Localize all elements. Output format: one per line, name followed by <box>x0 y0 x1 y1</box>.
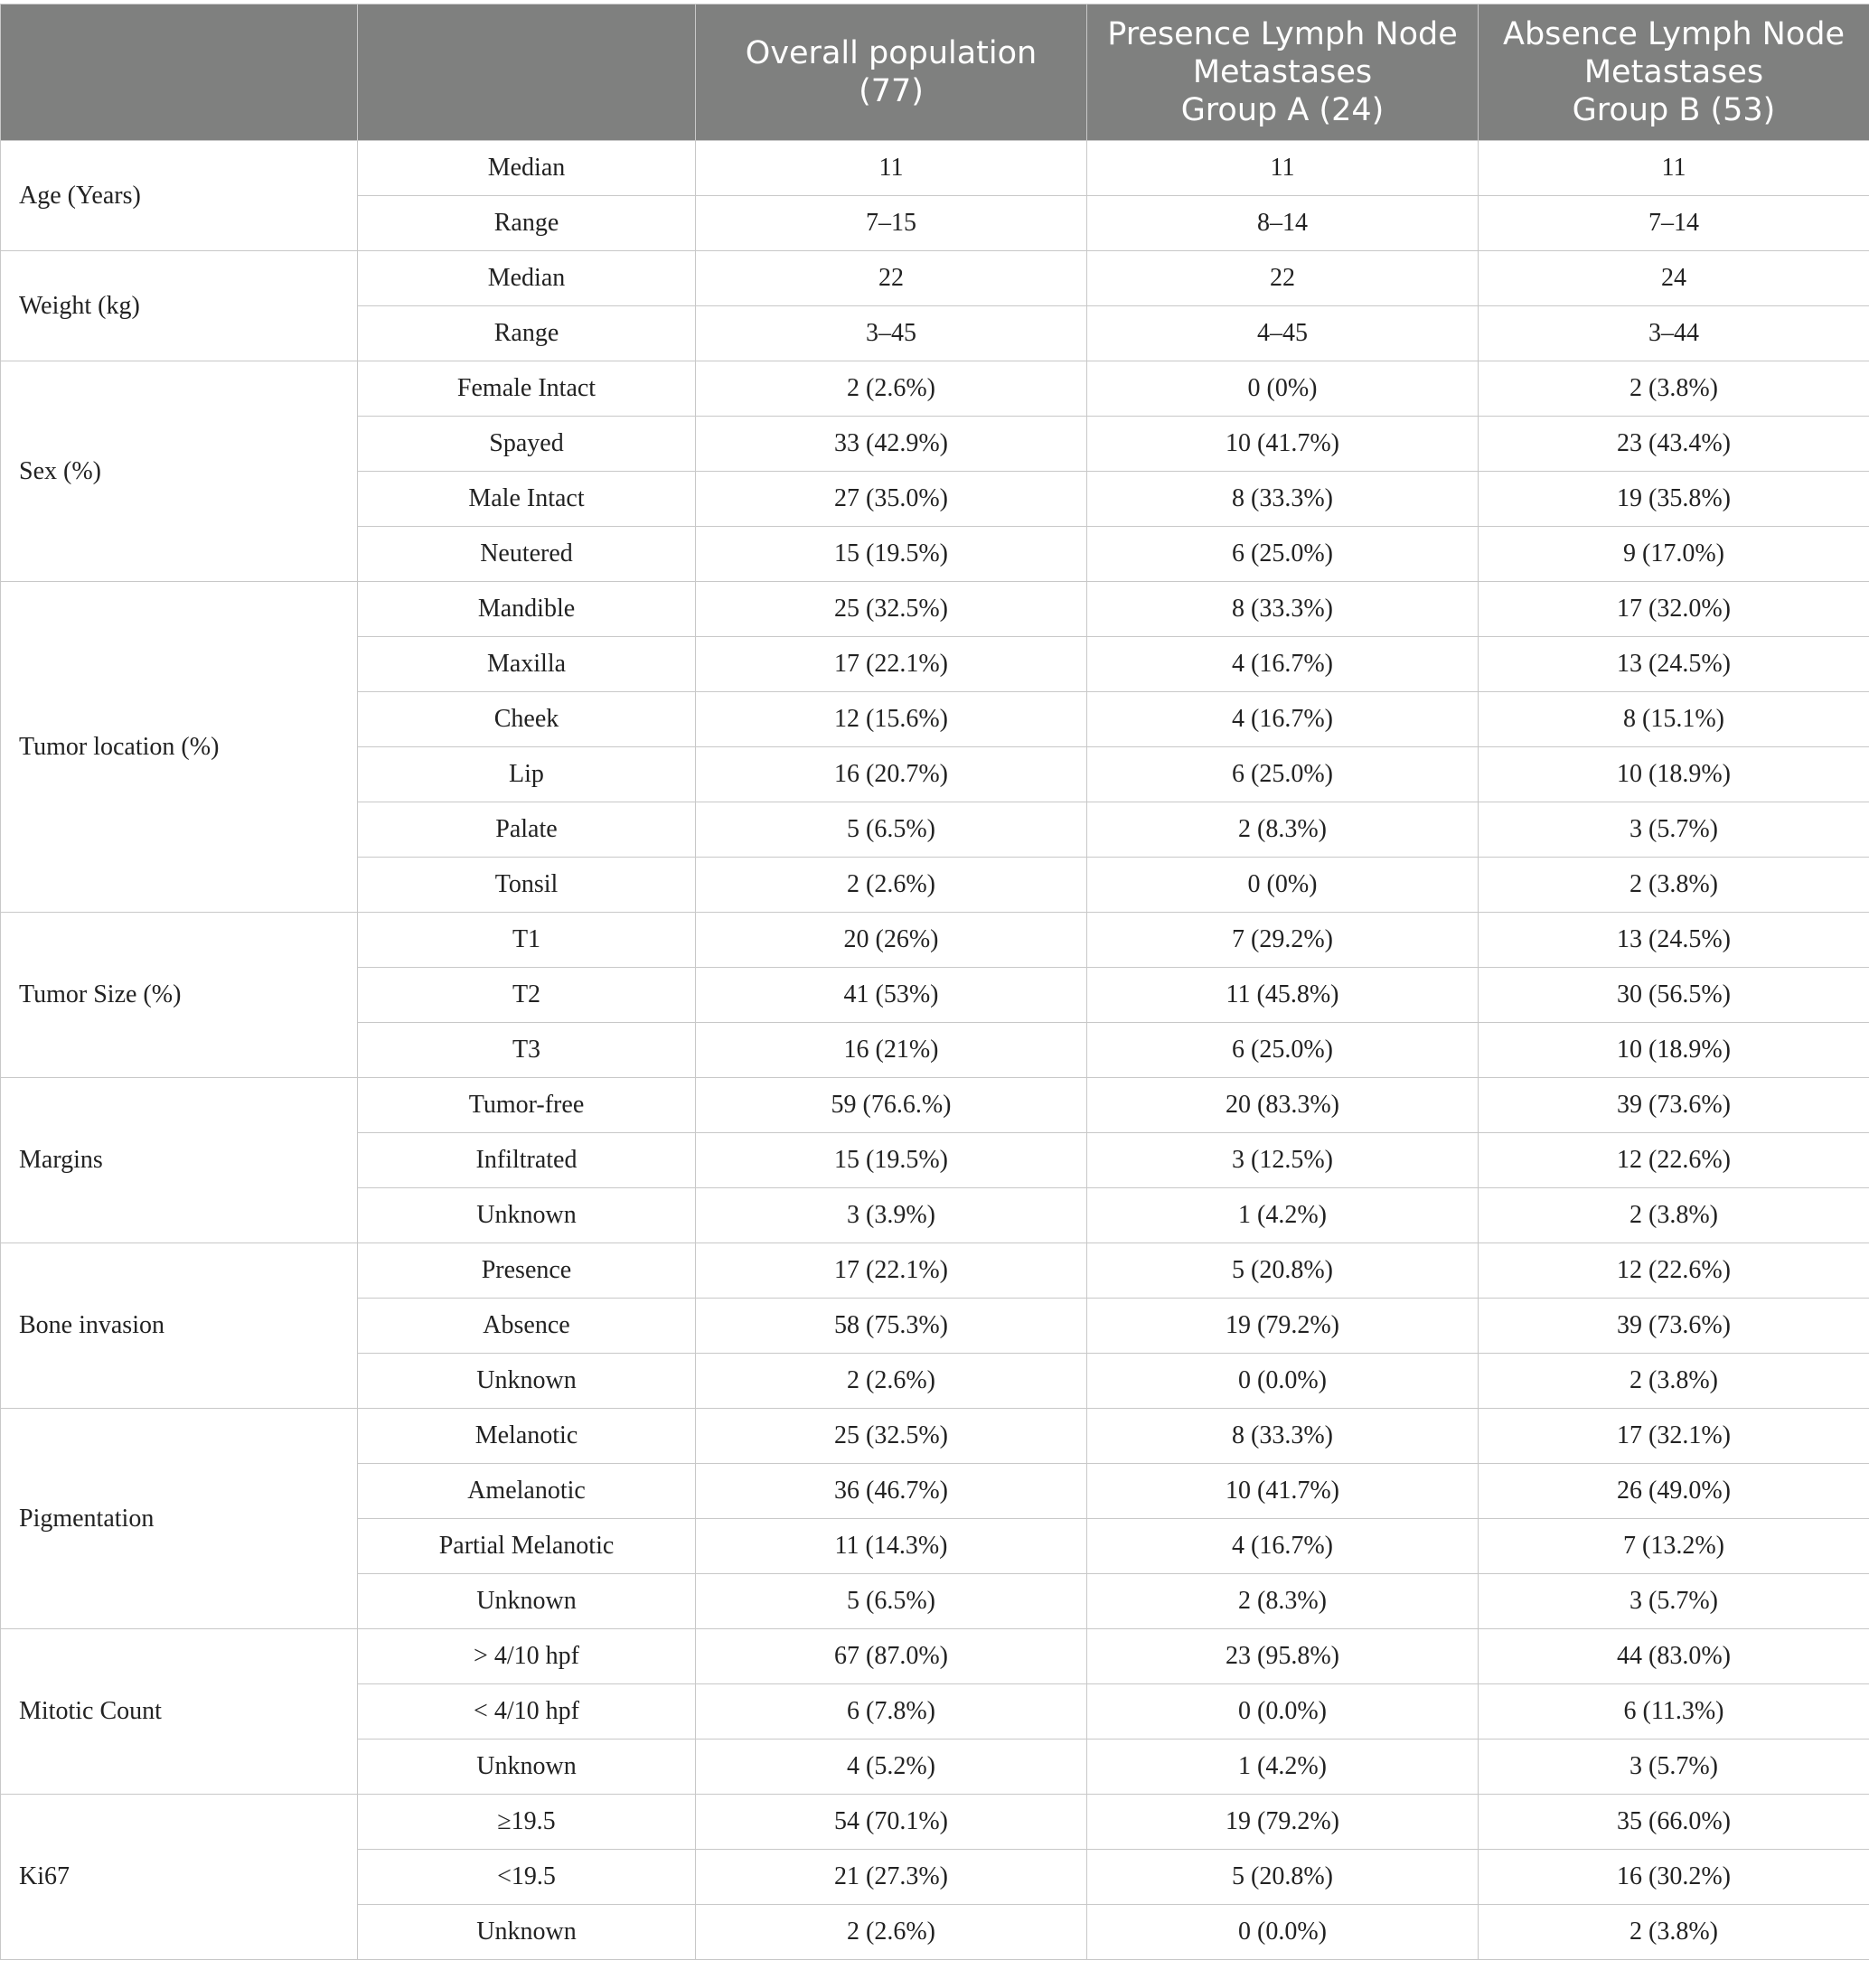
overall-value-cell: 3 (3.9%) <box>696 1188 1087 1243</box>
overall-value-cell: 58 (75.3%) <box>696 1299 1087 1354</box>
column-header-line: Metastases <box>1583 54 1764 90</box>
subcategory-cell: Unknown <box>358 1740 696 1795</box>
overall-value-cell: 6 (7.8%) <box>696 1684 1087 1740</box>
overall-value-cell: 59 (76.6.%) <box>696 1078 1087 1133</box>
overall-value-cell: 16 (21%) <box>696 1023 1087 1078</box>
group-b-value-cell: 2 (3.8%) <box>1479 858 1869 913</box>
group-name-cell: Bone invasion <box>1 1243 358 1409</box>
group-b-value-cell: 17 (32.1%) <box>1479 1409 1869 1464</box>
group-b-value-cell: 23 (43.4%) <box>1479 417 1869 472</box>
group-b-value-cell: 12 (22.6%) <box>1479 1243 1869 1299</box>
group-a-value-cell: 4 (16.7%) <box>1087 637 1479 692</box>
group-a-value-cell: 6 (25.0%) <box>1087 527 1479 582</box>
subcategory-cell: Mandible <box>358 582 696 637</box>
group-b-value-cell: 3 (5.7%) <box>1479 1574 1869 1629</box>
column-header-line: Metastases <box>1192 54 1373 90</box>
group-b-value-cell: 2 (3.8%) <box>1479 1188 1869 1243</box>
group-b-value-cell: 3 (5.7%) <box>1479 1740 1869 1795</box>
group-a-value-cell: 10 (41.7%) <box>1087 417 1479 472</box>
group-a-value-cell: 1 (4.2%) <box>1087 1740 1479 1795</box>
overall-value-cell: 15 (19.5%) <box>696 527 1087 582</box>
group-b-value-cell: 2 (3.8%) <box>1479 361 1869 417</box>
column-header-3 <box>1087 5 1479 141</box>
table-header <box>1 5 1869 141</box>
group-name-cell: Mitotic Count <box>1 1629 358 1795</box>
group-a-value-cell: 5 (20.8%) <box>1087 1850 1479 1905</box>
table-row <box>1 361 1869 417</box>
column-header-4 <box>1479 5 1869 141</box>
group-b-value-cell: 10 (18.9%) <box>1479 1023 1869 1078</box>
group-b-value-cell: 19 (35.8%) <box>1479 472 1869 527</box>
overall-value-cell: 20 (26%) <box>696 913 1087 968</box>
subcategory-cell: Maxilla <box>358 637 696 692</box>
overall-value-cell: 11 (14.3%) <box>696 1519 1087 1574</box>
subcategory-cell: Cheek <box>358 692 696 747</box>
overall-value-cell: 27 (35.0%) <box>696 472 1087 527</box>
subcategory-cell: Partial Melanotic <box>358 1519 696 1574</box>
table-row <box>1 913 1869 968</box>
group-a-value-cell: 19 (79.2%) <box>1087 1299 1479 1354</box>
group-a-value-cell: 0 (0%) <box>1087 858 1479 913</box>
column-header-line: Absence Lymph Node <box>1503 16 1845 52</box>
header-row <box>1 5 1869 141</box>
overall-value-cell: 17 (22.1%) <box>696 637 1087 692</box>
group-a-value-cell: 3 (12.5%) <box>1087 1133 1479 1188</box>
table-row <box>1 1078 1869 1133</box>
overall-value-cell: 5 (6.5%) <box>696 802 1087 858</box>
subcategory-cell: Infiltrated <box>358 1133 696 1188</box>
subcategory-cell: > 4/10 hpf <box>358 1629 696 1684</box>
subcategory-cell: Absence <box>358 1299 696 1354</box>
subcategory-cell: T1 <box>358 913 696 968</box>
column-header-line: Group A (24) <box>1180 92 1385 128</box>
subcategory-cell: Male Intact <box>358 472 696 527</box>
group-b-value-cell: 12 (22.6%) <box>1479 1133 1869 1188</box>
group-name-cell: Pigmentation <box>1 1409 358 1629</box>
group-b-value-cell: 10 (18.9%) <box>1479 747 1869 802</box>
group-a-value-cell: 22 <box>1087 251 1479 306</box>
group-b-value-cell: 30 (56.5%) <box>1479 968 1869 1023</box>
group-name-cell: Age (Years) <box>1 141 358 251</box>
group-a-value-cell: 10 (41.7%) <box>1087 1464 1479 1519</box>
table-row <box>1 1629 1869 1684</box>
subcategory-cell: T2 <box>358 968 696 1023</box>
subcategory-cell: Spayed <box>358 417 696 472</box>
subcategory-cell: Unknown <box>358 1574 696 1629</box>
group-a-value-cell: 2 (8.3%) <box>1087 1574 1479 1629</box>
group-b-value-cell: 16 (30.2%) <box>1479 1850 1869 1905</box>
overall-value-cell: 2 (2.6%) <box>696 1354 1087 1409</box>
group-a-value-cell: 4 (16.7%) <box>1087 1519 1479 1574</box>
overall-value-cell: 11 <box>696 141 1087 196</box>
group-a-value-cell: 0 (0%) <box>1087 361 1479 417</box>
group-a-value-cell: 6 (25.0%) <box>1087 747 1479 802</box>
subcategory-cell: Unknown <box>358 1905 696 1960</box>
group-a-value-cell: 8 (33.3%) <box>1087 582 1479 637</box>
subcategory-cell: Unknown <box>358 1354 696 1409</box>
column-header-1 <box>358 5 696 141</box>
table-row <box>1 1409 1869 1464</box>
subcategory-cell: T3 <box>358 1023 696 1078</box>
overall-value-cell: 67 (87.0%) <box>696 1629 1087 1684</box>
group-a-value-cell: 23 (95.8%) <box>1087 1629 1479 1684</box>
group-a-value-cell: 7 (29.2%) <box>1087 913 1479 968</box>
overall-value-cell: 54 (70.1%) <box>696 1795 1087 1850</box>
group-b-value-cell: 39 (73.6%) <box>1479 1078 1869 1133</box>
overall-value-cell: 2 (2.6%) <box>696 1905 1087 1960</box>
group-b-value-cell: 13 (24.5%) <box>1479 913 1869 968</box>
group-b-value-cell: 17 (32.0%) <box>1479 582 1869 637</box>
overall-value-cell: 3–45 <box>696 306 1087 361</box>
table-body <box>1 141 1869 1960</box>
group-b-value-cell: 44 (83.0%) <box>1479 1629 1869 1684</box>
subcategory-cell: Range <box>358 306 696 361</box>
group-a-value-cell: 0 (0.0%) <box>1087 1354 1479 1409</box>
subcategory-cell: Median <box>358 251 696 306</box>
overall-value-cell: 2 (2.6%) <box>696 361 1087 417</box>
group-b-value-cell: 11 <box>1479 141 1869 196</box>
subcategory-cell: Amelanotic <box>358 1464 696 1519</box>
overall-value-cell: 7–15 <box>696 196 1087 251</box>
group-b-value-cell: 7–14 <box>1479 196 1869 251</box>
subcategory-cell: Tumor-free <box>358 1078 696 1133</box>
overall-value-cell: 36 (46.7%) <box>696 1464 1087 1519</box>
table-row <box>1 582 1869 637</box>
group-a-value-cell: 4 (16.7%) <box>1087 692 1479 747</box>
overall-value-cell: 15 (19.5%) <box>696 1133 1087 1188</box>
group-a-value-cell: 0 (0.0%) <box>1087 1905 1479 1960</box>
column-header-2 <box>696 5 1087 141</box>
group-b-value-cell: 9 (17.0%) <box>1479 527 1869 582</box>
table-row <box>1 251 1869 306</box>
group-name-cell: Tumor Size (%) <box>1 913 358 1078</box>
subcategory-cell: < 4/10 hpf <box>358 1684 696 1740</box>
table-row <box>1 1243 1869 1299</box>
subcategory-cell: Female Intact <box>358 361 696 417</box>
group-a-value-cell: 11 (45.8%) <box>1087 968 1479 1023</box>
overall-value-cell: 33 (42.9%) <box>696 417 1087 472</box>
overall-value-cell: 4 (5.2%) <box>696 1740 1087 1795</box>
group-b-value-cell: 8 (15.1%) <box>1479 692 1869 747</box>
group-a-value-cell: 0 (0.0%) <box>1087 1684 1479 1740</box>
group-b-value-cell: 2 (3.8%) <box>1479 1354 1869 1409</box>
overall-value-cell: 16 (20.7%) <box>696 747 1087 802</box>
table-row <box>1 1795 1869 1850</box>
column-header-line: Group B (53) <box>1572 92 1776 128</box>
subcategory-cell: Lip <box>358 747 696 802</box>
group-a-value-cell: 19 (79.2%) <box>1087 1795 1479 1850</box>
subcategory-cell: Palate <box>358 802 696 858</box>
overall-value-cell: 2 (2.6%) <box>696 858 1087 913</box>
overall-value-cell: 22 <box>696 251 1087 306</box>
group-b-value-cell: 7 (13.2%) <box>1479 1519 1869 1574</box>
group-a-value-cell: 11 <box>1087 141 1479 196</box>
group-name-cell: Sex (%) <box>1 361 358 582</box>
group-a-value-cell: 6 (25.0%) <box>1087 1023 1479 1078</box>
group-b-value-cell: 3–44 <box>1479 306 1869 361</box>
characteristics-table <box>0 4 1869 1960</box>
group-b-value-cell: 6 (11.3%) <box>1479 1684 1869 1740</box>
group-name-cell: Weight (kg) <box>1 251 358 361</box>
group-name-cell: Tumor location (%) <box>1 582 358 913</box>
group-b-value-cell: 3 (5.7%) <box>1479 802 1869 858</box>
subcategory-cell: Unknown <box>358 1188 696 1243</box>
overall-value-cell: 25 (32.5%) <box>696 582 1087 637</box>
subcategory-cell: Median <box>358 141 696 196</box>
overall-value-cell: 41 (53%) <box>696 968 1087 1023</box>
subcategory-cell: Melanotic <box>358 1409 696 1464</box>
group-b-value-cell: 2 (3.8%) <box>1479 1905 1869 1960</box>
group-name-cell: Margins <box>1 1078 358 1243</box>
column-header-line: Presence Lymph Node <box>1107 16 1458 52</box>
column-header-line: Overall population <box>745 35 1038 71</box>
group-a-value-cell: 4–45 <box>1087 306 1479 361</box>
subcategory-cell: Presence <box>358 1243 696 1299</box>
group-a-value-cell: 5 (20.8%) <box>1087 1243 1479 1299</box>
overall-value-cell: 25 (32.5%) <box>696 1409 1087 1464</box>
subcategory-cell: Range <box>358 196 696 251</box>
subcategory-cell: <19.5 <box>358 1850 696 1905</box>
group-a-value-cell: 2 (8.3%) <box>1087 802 1479 858</box>
group-b-value-cell: 26 (49.0%) <box>1479 1464 1869 1519</box>
subcategory-cell: Neutered <box>358 527 696 582</box>
subcategory-cell: Tonsil <box>358 858 696 913</box>
group-b-value-cell: 13 (24.5%) <box>1479 637 1869 692</box>
group-b-value-cell: 35 (66.0%) <box>1479 1795 1869 1850</box>
column-header-0 <box>1 5 358 141</box>
table-row <box>1 141 1869 196</box>
group-a-value-cell: 8 (33.3%) <box>1087 1409 1479 1464</box>
overall-value-cell: 21 (27.3%) <box>696 1850 1087 1905</box>
group-name-cell: Ki67 <box>1 1795 358 1960</box>
overall-value-cell: 12 (15.6%) <box>696 692 1087 747</box>
subcategory-cell: ≥19.5 <box>358 1795 696 1850</box>
column-header-line: (77) <box>859 73 924 109</box>
group-a-value-cell: 20 (83.3%) <box>1087 1078 1479 1133</box>
group-b-value-cell: 39 (73.6%) <box>1479 1299 1869 1354</box>
overall-value-cell: 17 (22.1%) <box>696 1243 1087 1299</box>
overall-value-cell: 5 (6.5%) <box>696 1574 1087 1629</box>
group-a-value-cell: 8 (33.3%) <box>1087 472 1479 527</box>
group-b-value-cell: 24 <box>1479 251 1869 306</box>
group-a-value-cell: 1 (4.2%) <box>1087 1188 1479 1243</box>
group-a-value-cell: 8–14 <box>1087 196 1479 251</box>
